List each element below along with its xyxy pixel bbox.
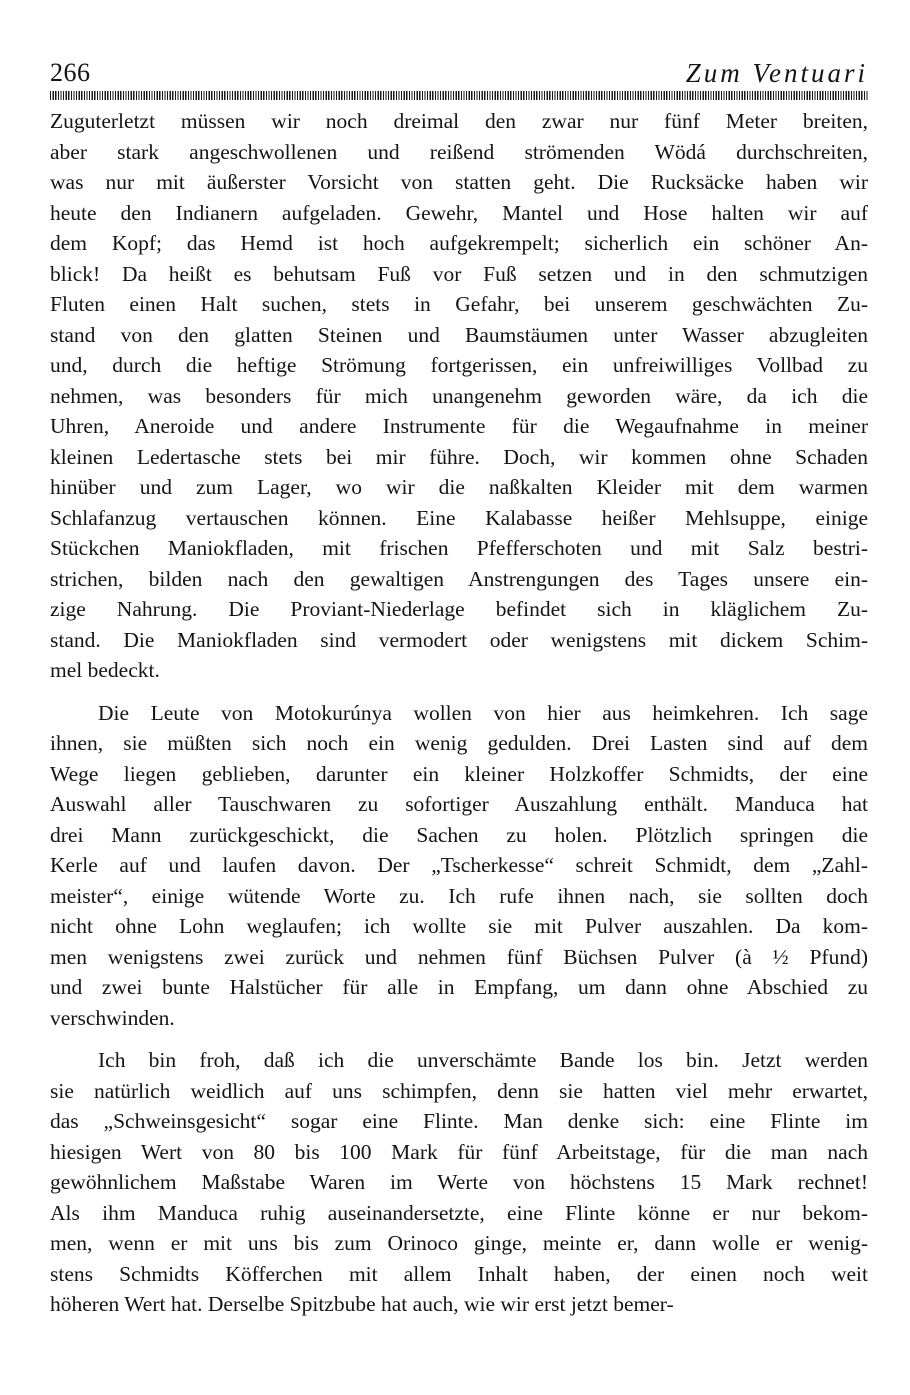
- text-line: gewöhnlichem Maßstabe Waren im Werte von höchstens 15 Mark rechnet!: [50, 1170, 868, 1194]
- text-line: drei Mann zurückgeschickt, die Sachen zu holen. Plötzlich springen die: [50, 822, 868, 847]
- text-line: stand von den glatten Steinen und Baumstäumen unter Wasser abzugleiten: [50, 322, 868, 347]
- text-line: zige Nahrung. Die Proviant-Niederlage befindet sich in kläglichem Zu-: [50, 597, 868, 621]
- text-line: heute den Indianern aufgeladen. Gewehr, Mantel und Hose halten wir auf: [50, 200, 868, 225]
- text-line: Ich bin froh, daß ich die unverschämte Bande los bin. Jetzt werden: [98, 1048, 868, 1072]
- text-line: aber stark angeschwollenen und reißend strömenden Wödá durchschreiten,: [50, 139, 868, 164]
- text-line: dem Kopf; das Hemd ist hoch aufgekrempelt; sicherlich ein schöner An-: [50, 231, 868, 255]
- text-line: was nur mit äußerster Vorsicht von statten geht. Die Rucksäcke haben wir: [50, 170, 868, 194]
- text-line: hinüber und zum Lager, wo wir die naßkalten Kleider mit dem warmen: [50, 475, 868, 499]
- body-text: [50, 106, 868, 1332]
- text-line: men wenigstens zwei zurück und nehmen fünf Büchsen Pulver (à ½ Pfund): [50, 944, 868, 969]
- page-number: 266: [50, 58, 91, 87]
- header-rule: [50, 91, 868, 100]
- text-line: Auswahl aller Tauschwaren zu sofortiger Auszahlung enthält. Manduca hat: [50, 792, 868, 816]
- text-line: Fluten einen Halt suchen, stets in Gefahr, bei unserem geschwächten Zu-: [50, 292, 868, 316]
- text-line: kleinen Ledertasche stets bei mir führe. Doch, wir kommen ohne Schaden: [50, 444, 868, 469]
- paragraph: [50, 698, 868, 1034]
- text-line: das „Schweinsgesicht“ sogar eine Flinte. Man denke sich: eine Flinte im: [50, 1109, 868, 1133]
- text-line: Wege liegen geblieben, darunter ein kleiner Holzkoffer Schmidts, der eine: [50, 761, 868, 786]
- text-line: und zwei bunte Halstücher für alle in Empfang, um dann ohne Abschied zu: [50, 975, 868, 999]
- text-line: Kerle auf und laufen davon. Der „Tscherkesse“ schreit Schmidt, dem „Zahl-: [50, 853, 868, 877]
- text-line: nehmen, was besonders für mich unangenehm geworden wäre, da ich die: [50, 383, 868, 408]
- page-header: [50, 58, 868, 88]
- text-line: hiesigen Wert von 80 bis 100 Mark für fünf Arbeitstage, für die man nach: [50, 1139, 868, 1164]
- text-line: Stückchen Maniokfladen, mit frischen Pfefferschoten und mit Salz bestri-: [50, 536, 868, 560]
- text-line: Schlafanzug vertauschen können. Eine Kalabasse heißer Mehlsuppe, einige: [50, 505, 868, 530]
- text-line: Uhren, Aneroide und andere Instrumente für die Wegaufnahme in meiner: [50, 414, 868, 438]
- text-line: strichen, bilden nach den gewaltigen Anstrengungen des Tages unsere ein-: [50, 566, 868, 591]
- text-line: und, durch die heftige Strömung fortgerissen, ein unfreiwilliges Vollbad zu: [50, 353, 868, 377]
- running-title: Zum Ventuari: [685, 58, 868, 88]
- paragraph: [50, 1045, 868, 1320]
- text-line: Die Leute von Motokurúnya wollen von hier aus heimkehren. Ich sage: [98, 700, 868, 725]
- text-line: men, wenn er mit uns bis zum Orinoco ginge, meinte er, dann wolle er wenig-: [50, 1231, 868, 1255]
- text-line: verschwinden.: [50, 1005, 175, 1030]
- text-line: höheren Wert hat. Derselbe Spitzbube hat auch, wie wir erst jetzt bemer-: [50, 1292, 674, 1316]
- text-line: ihnen, sie müßten sich noch ein wenig gedulden. Drei Lasten sind auf dem: [50, 731, 868, 755]
- text-line: Als ihm Manduca ruhig auseinandersetzte, eine Flinte könne er nur bekom-: [50, 1200, 868, 1225]
- text-line: blick! Da heißt es behutsam Fuß vor Fuß setzen und in den schmutzigen: [50, 261, 868, 286]
- text-line: meister“, einige wütende Worte zu. Ich rufe ihnen nach, sie sollten doch: [50, 883, 868, 908]
- text-line: mel bedeckt.: [50, 658, 160, 682]
- text-line: sie natürlich weidlich auf uns schimpfen, denn sie hatten viel mehr erwartet,: [50, 1078, 868, 1103]
- text-line: Zuguterletzt müssen wir noch dreimal den zwar nur fünf Meter breiten,: [50, 109, 868, 133]
- text-line: nicht ohne Lohn weglaufen; ich wollte sie mit Pulver auszahlen. Da kom-: [50, 914, 868, 938]
- text-line: stand. Die Maniokfladen sind vermodert oder wenigstens mit dickem Schim-: [50, 627, 868, 652]
- text-line: stens Schmidts Köfferchen mit allem Inhalt haben, der einen noch weit: [50, 1261, 868, 1286]
- paragraph: [50, 106, 868, 686]
